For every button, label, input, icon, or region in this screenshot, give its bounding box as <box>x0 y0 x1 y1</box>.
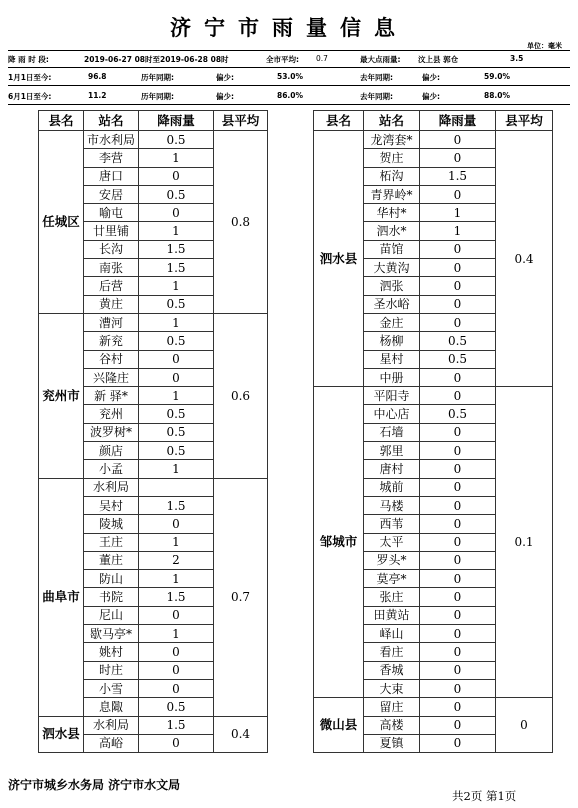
station-name: 小雪 <box>84 679 139 697</box>
station-name: 高楼 <box>364 716 420 734</box>
station-name: 大束 <box>364 679 420 697</box>
station-name: 青界岭* <box>364 185 420 203</box>
lastyear-label-2: 去年同期: <box>360 92 393 101</box>
col-rainfall: 降雨量 <box>420 111 496 131</box>
station-name: 书院 <box>84 588 139 606</box>
col-county: 县名 <box>39 111 84 131</box>
rainfall-value: 1 <box>139 570 214 588</box>
station-name: 新兖 <box>84 332 139 350</box>
county-average: 0.4 <box>496 131 553 387</box>
rainfall-value: 0 <box>139 368 214 386</box>
jun-label: 6月1日至今: <box>8 92 52 101</box>
less2-value-2: 88.0% <box>484 91 511 100</box>
station-name: 王庄 <box>84 533 139 551</box>
rainfall-value: 0 <box>420 277 496 295</box>
station-name: 歇马亭* <box>84 625 139 643</box>
table-row <box>39 478 268 496</box>
unit-label: 单位：毫米 <box>527 41 562 50</box>
rainfall-value: 0.5 <box>139 332 214 350</box>
rainfall-value: 0 <box>420 698 496 716</box>
county-name: 泗水县 <box>314 131 364 387</box>
station-name: 后营 <box>84 277 139 295</box>
station-name: 金庄 <box>364 313 420 331</box>
county-name: 邹城市 <box>314 387 364 698</box>
rainfall-value: 0 <box>139 167 214 185</box>
less2-label-1: 偏少: <box>422 73 440 82</box>
rainfall-value: 0.5 <box>139 185 214 203</box>
table-row <box>314 387 553 405</box>
station-name: 城前 <box>364 478 420 496</box>
station-name: 西苇 <box>364 515 420 533</box>
station-name: 龙湾套* <box>364 131 420 149</box>
rainfall-value: 1.5 <box>139 496 214 514</box>
station-name: 星村 <box>364 350 420 368</box>
table-row <box>314 698 553 716</box>
rainfall-value: 0 <box>420 259 496 277</box>
rainfall-value: 0 <box>420 679 496 697</box>
station-name: 小孟 <box>84 460 139 478</box>
city-avg-label: 全市平均: <box>266 55 299 64</box>
county-average: 0.4 <box>214 716 268 753</box>
station-name: 圣水峪 <box>364 295 420 313</box>
less-value-1: 53.0% <box>277 72 304 81</box>
station-name: 南张 <box>84 259 139 277</box>
station-name: 董庄 <box>84 551 139 569</box>
rainfall-value: 0.5 <box>420 350 496 368</box>
rainfall-value: 1 <box>139 533 214 551</box>
station-name: 兖州 <box>84 405 139 423</box>
station-name: 郭里 <box>364 442 420 460</box>
rainfall-value: 1.5 <box>139 259 214 277</box>
col-county: 县名 <box>314 111 364 131</box>
station-name: 泗水* <box>364 222 420 240</box>
rainfall-value: 0.5 <box>139 131 214 149</box>
rainfall-value: 0 <box>420 149 496 167</box>
station-name: 漕河 <box>84 313 139 331</box>
footer-organization: 济宁市城乡水务局 济宁市水文局 <box>8 778 181 792</box>
station-name: 市水利局 <box>84 131 139 149</box>
rainfall-value: 1.5 <box>139 240 214 258</box>
station-name: 杨柳 <box>364 332 420 350</box>
rainfall-value: 0 <box>420 240 496 258</box>
rainfall-value: 0 <box>420 625 496 643</box>
station-name: 水利局 <box>84 478 139 496</box>
jan-label: 1月1日至今: <box>8 73 52 82</box>
less2-label-2: 偏少: <box>422 92 440 101</box>
station-name: 尼山 <box>84 606 139 624</box>
rainfall-value: 1 <box>139 387 214 405</box>
rainfall-value: 0 <box>420 606 496 624</box>
station-name: 罗头* <box>364 551 420 569</box>
station-name: 贺庄 <box>364 149 420 167</box>
rainfall-value: 0 <box>420 460 496 478</box>
divider <box>8 50 570 51</box>
station-name: 黄庄 <box>84 295 139 313</box>
footer-pager: 共2页 第1页 <box>452 789 517 803</box>
rainfall-value: 0.5 <box>139 698 214 716</box>
station-name: 中册 <box>364 368 420 386</box>
station-name: 姚村 <box>84 643 139 661</box>
station-name: 柘沟 <box>364 167 420 185</box>
station-name: 峄山 <box>364 625 420 643</box>
col-average: 县平均 <box>496 111 553 131</box>
county-name: 任城区 <box>39 131 84 314</box>
county-average: 0.8 <box>214 131 268 314</box>
rainfall-value: 0 <box>420 423 496 441</box>
station-name: 夏镇 <box>364 734 420 752</box>
table-row <box>39 131 268 149</box>
station-name: 高峪 <box>84 734 139 752</box>
station-name: 颜店 <box>84 442 139 460</box>
county-name: 兖州市 <box>39 313 84 478</box>
col-station: 站名 <box>364 111 420 131</box>
jan-value: 96.8 <box>88 72 107 81</box>
station-name: 马楼 <box>364 496 420 514</box>
station-name: 陵城 <box>84 515 139 533</box>
hist-label-2: 历年同期: <box>141 92 174 101</box>
station-name: 时庄 <box>84 661 139 679</box>
station-name: 华村* <box>364 204 420 222</box>
rainfall-value: 1.5 <box>139 716 214 734</box>
rainfall-value: 0 <box>420 295 496 313</box>
station-name: 香城 <box>364 661 420 679</box>
rainfall-value: 1 <box>139 222 214 240</box>
county-average: 0.7 <box>214 478 268 716</box>
rainfall-value: 1 <box>139 460 214 478</box>
max-station: 汶上县 郭仓 <box>418 55 459 64</box>
lastyear-label-1: 去年同期: <box>360 73 393 82</box>
table-row <box>39 313 268 331</box>
rainfall-value: 0 <box>139 734 214 752</box>
city-avg-value: 0.7 <box>316 54 328 63</box>
rainfall-value: 1 <box>420 204 496 222</box>
station-name: 水利局 <box>84 716 139 734</box>
station-name: 中心店 <box>364 405 420 423</box>
rainfall-value: 0 <box>139 643 214 661</box>
rainfall-value: 0.5 <box>139 442 214 460</box>
station-name: 长沟 <box>84 240 139 258</box>
station-name: 吴村 <box>84 496 139 514</box>
station-name: 太平 <box>364 533 420 551</box>
rainfall-value: 0 <box>420 368 496 386</box>
rainfall-value: 0 <box>139 606 214 624</box>
station-name: 唐村 <box>364 460 420 478</box>
station-name: 李营 <box>84 149 139 167</box>
table-header-row <box>39 111 268 131</box>
station-name: 新 驿* <box>84 387 139 405</box>
rainfall-value: 0 <box>420 442 496 460</box>
rainfall-value: 0 <box>420 570 496 588</box>
period-label: 降 雨 时 段: <box>8 55 49 64</box>
rainfall-value: 0 <box>139 350 214 368</box>
table-row <box>314 131 553 149</box>
station-name: 莫亭* <box>364 570 420 588</box>
divider <box>8 104 570 105</box>
station-name: 廿里铺 <box>84 222 139 240</box>
rainfall-value: 0 <box>420 387 496 405</box>
station-name: 唐口 <box>84 167 139 185</box>
rainfall-value: 0 <box>420 185 496 203</box>
station-name: 平阳寺 <box>364 387 420 405</box>
rainfall-value: 1.5 <box>139 588 214 606</box>
table-row <box>39 716 268 734</box>
station-name: 田黄站 <box>364 606 420 624</box>
less-label-1: 偏少: <box>216 73 234 82</box>
rainfall-value: 1 <box>139 625 214 643</box>
rainfall-value: 0.5 <box>139 295 214 313</box>
station-name: 泗张 <box>364 277 420 295</box>
rainfall-value: 1 <box>139 313 214 331</box>
less-value-2: 86.0% <box>277 91 304 100</box>
station-name: 石墙 <box>364 423 420 441</box>
county-average: 0 <box>496 698 553 753</box>
county-average: 0.6 <box>214 313 268 478</box>
rainfall-value: 0.5 <box>420 405 496 423</box>
rainfall-value: 0 <box>420 515 496 533</box>
rainfall-value: 0 <box>420 716 496 734</box>
rainfall-value: 0.5 <box>420 332 496 350</box>
max-label: 最大点雨量: <box>360 55 401 64</box>
rainfall-value: 0 <box>420 588 496 606</box>
hist-label-1: 历年同期: <box>141 73 174 82</box>
station-name: 留庄 <box>364 698 420 716</box>
rainfall-value: 0.5 <box>139 423 214 441</box>
rainfall-value: 1.5 <box>420 167 496 185</box>
station-name: 谷村 <box>84 350 139 368</box>
station-name: 息陬 <box>84 698 139 716</box>
rainfall-table-right <box>313 110 553 753</box>
rainfall-value: 1 <box>139 149 214 167</box>
col-average: 县平均 <box>214 111 268 131</box>
station-name: 看庄 <box>364 643 420 661</box>
station-name: 防山 <box>84 570 139 588</box>
rainfall-value: 2 <box>139 551 214 569</box>
rainfall-value: 0 <box>420 734 496 752</box>
rainfall-value: 0 <box>139 679 214 697</box>
period-value: 2019-06-27 08时至2019-06-28 08时 <box>84 55 229 64</box>
less-label-2: 偏少: <box>216 92 234 101</box>
rainfall-value: 0 <box>420 131 496 149</box>
station-name: 大黄沟 <box>364 259 420 277</box>
rainfall-value: 0 <box>420 643 496 661</box>
jun-value: 11.2 <box>88 91 107 100</box>
page-title: 济宁市雨量信息 <box>170 15 408 40</box>
rainfall-value: 0 <box>139 515 214 533</box>
rainfall-value: 1 <box>420 222 496 240</box>
county-average: 0.1 <box>496 387 553 698</box>
col-station: 站名 <box>84 111 139 131</box>
max-value: 3.5 <box>510 54 524 63</box>
rainfall-table-left <box>38 110 268 753</box>
county-name: 泗水县 <box>39 716 84 753</box>
rainfall-value: 1 <box>139 277 214 295</box>
rainfall-value: 0 <box>420 313 496 331</box>
rainfall-value: 0 <box>420 496 496 514</box>
county-name: 微山县 <box>314 698 364 753</box>
rainfall-value: 0.5 <box>139 405 214 423</box>
rainfall-value: 0 <box>420 661 496 679</box>
rainfall-value: 0 <box>139 204 214 222</box>
table-header-row <box>314 111 553 131</box>
divider <box>8 67 570 68</box>
rainfall-value: 0 <box>420 478 496 496</box>
rainfall-value: 0 <box>139 661 214 679</box>
station-name: 安居 <box>84 185 139 203</box>
station-name: 喻屯 <box>84 204 139 222</box>
rainfall-value: 0 <box>420 533 496 551</box>
station-name: 波罗树* <box>84 423 139 441</box>
divider <box>8 85 570 86</box>
station-name: 兴隆庄 <box>84 368 139 386</box>
col-rainfall: 降雨量 <box>139 111 214 131</box>
rainfall-value: 0 <box>420 551 496 569</box>
less2-value-1: 59.0% <box>484 72 511 81</box>
station-name: 苗馆 <box>364 240 420 258</box>
rainfall-value <box>139 478 214 496</box>
county-name: 曲阜市 <box>39 478 84 716</box>
station-name: 张庄 <box>364 588 420 606</box>
